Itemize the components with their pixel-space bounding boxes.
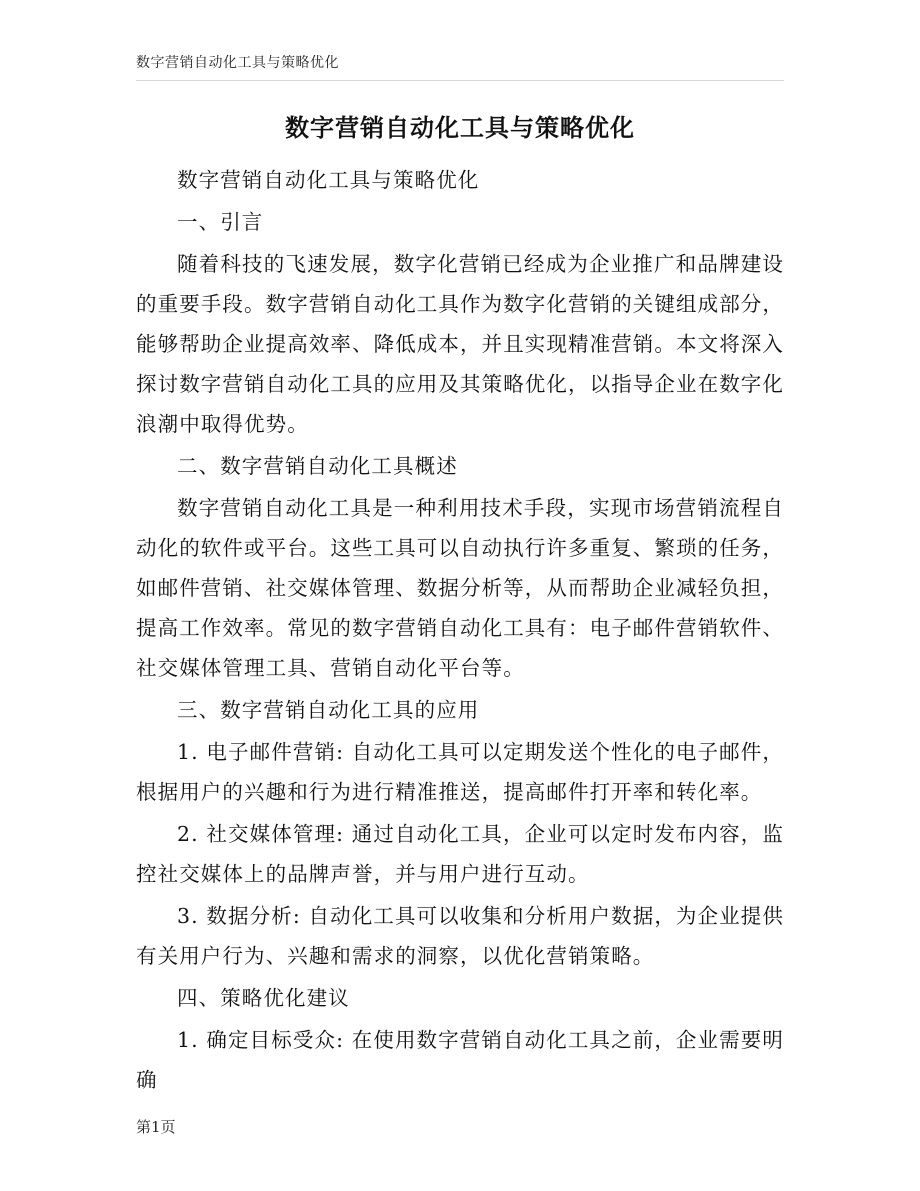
- intro-paragraph: 随着科技的飞速发展，数字化营销已经成为企业推广和品牌建设的重要手段。数字营销自动化工具作为数字化营销的关键组成部分，能够帮助企业提高效率、降低成本，并且实现精准营销。本文将深入探讨数字营销自动化工具的应用及其策略优化，以指导企业在数字化浪潮中取得优势。: [136, 252, 784, 436]
- section-heading-optimization: 四、策略优化建议: [177, 986, 350, 1010]
- header-divider: [136, 80, 784, 81]
- section-heading-intro: 一、引言: [177, 210, 264, 234]
- document-body: [136, 160, 784, 1102]
- application-item-analytics: 3. 数据分析: 自动化工具可以收集和分析用户数据，为企业提供有关用户行为、兴趣和需求的洞察，以优化营销策略。: [136, 904, 784, 968]
- section-heading-overview: 二、数字营销自动化工具概述: [177, 454, 458, 478]
- document-title: 数字营销自动化工具与策略优化: [285, 113, 635, 142]
- running-header: 数字营销自动化工具与策略优化: [136, 55, 339, 71]
- optimization-item-audience: 1. 确定目标受众: 在使用数字营销自动化工具之前，企业需要明确: [136, 1028, 784, 1092]
- overview-paragraph: 数字营销自动化工具是一种利用技术手段，实现市场营销流程自动化的软件或平台。这些工具可以自动执行许多重复、繁琐的任务，如邮件营销、社交媒体管理、数据分析等，从而帮助企业减轻负担，提高工作效率。常见的数字营销自动化工具有：电子邮件营销软件、社交媒体管理工具、营销自动化平台等。: [136, 496, 784, 680]
- section-heading-applications: 三、数字营销自动化工具的应用: [177, 698, 480, 722]
- subtitle-paragraph: 数字营销自动化工具与策略优化: [177, 168, 480, 192]
- application-item-email: 1. 电子邮件营销: 自动化工具可以定期发送个性化的电子邮件，根据用户的兴趣和行为进行精准推送，提高邮件打开率和转化率。: [136, 740, 784, 804]
- page-number: 第1页: [136, 1118, 176, 1136]
- application-item-social: 2. 社交媒体管理: 通过自动化工具，企业可以定时发布内容，监控社交媒体上的品牌声誉，并与用户进行互动。: [136, 822, 784, 886]
